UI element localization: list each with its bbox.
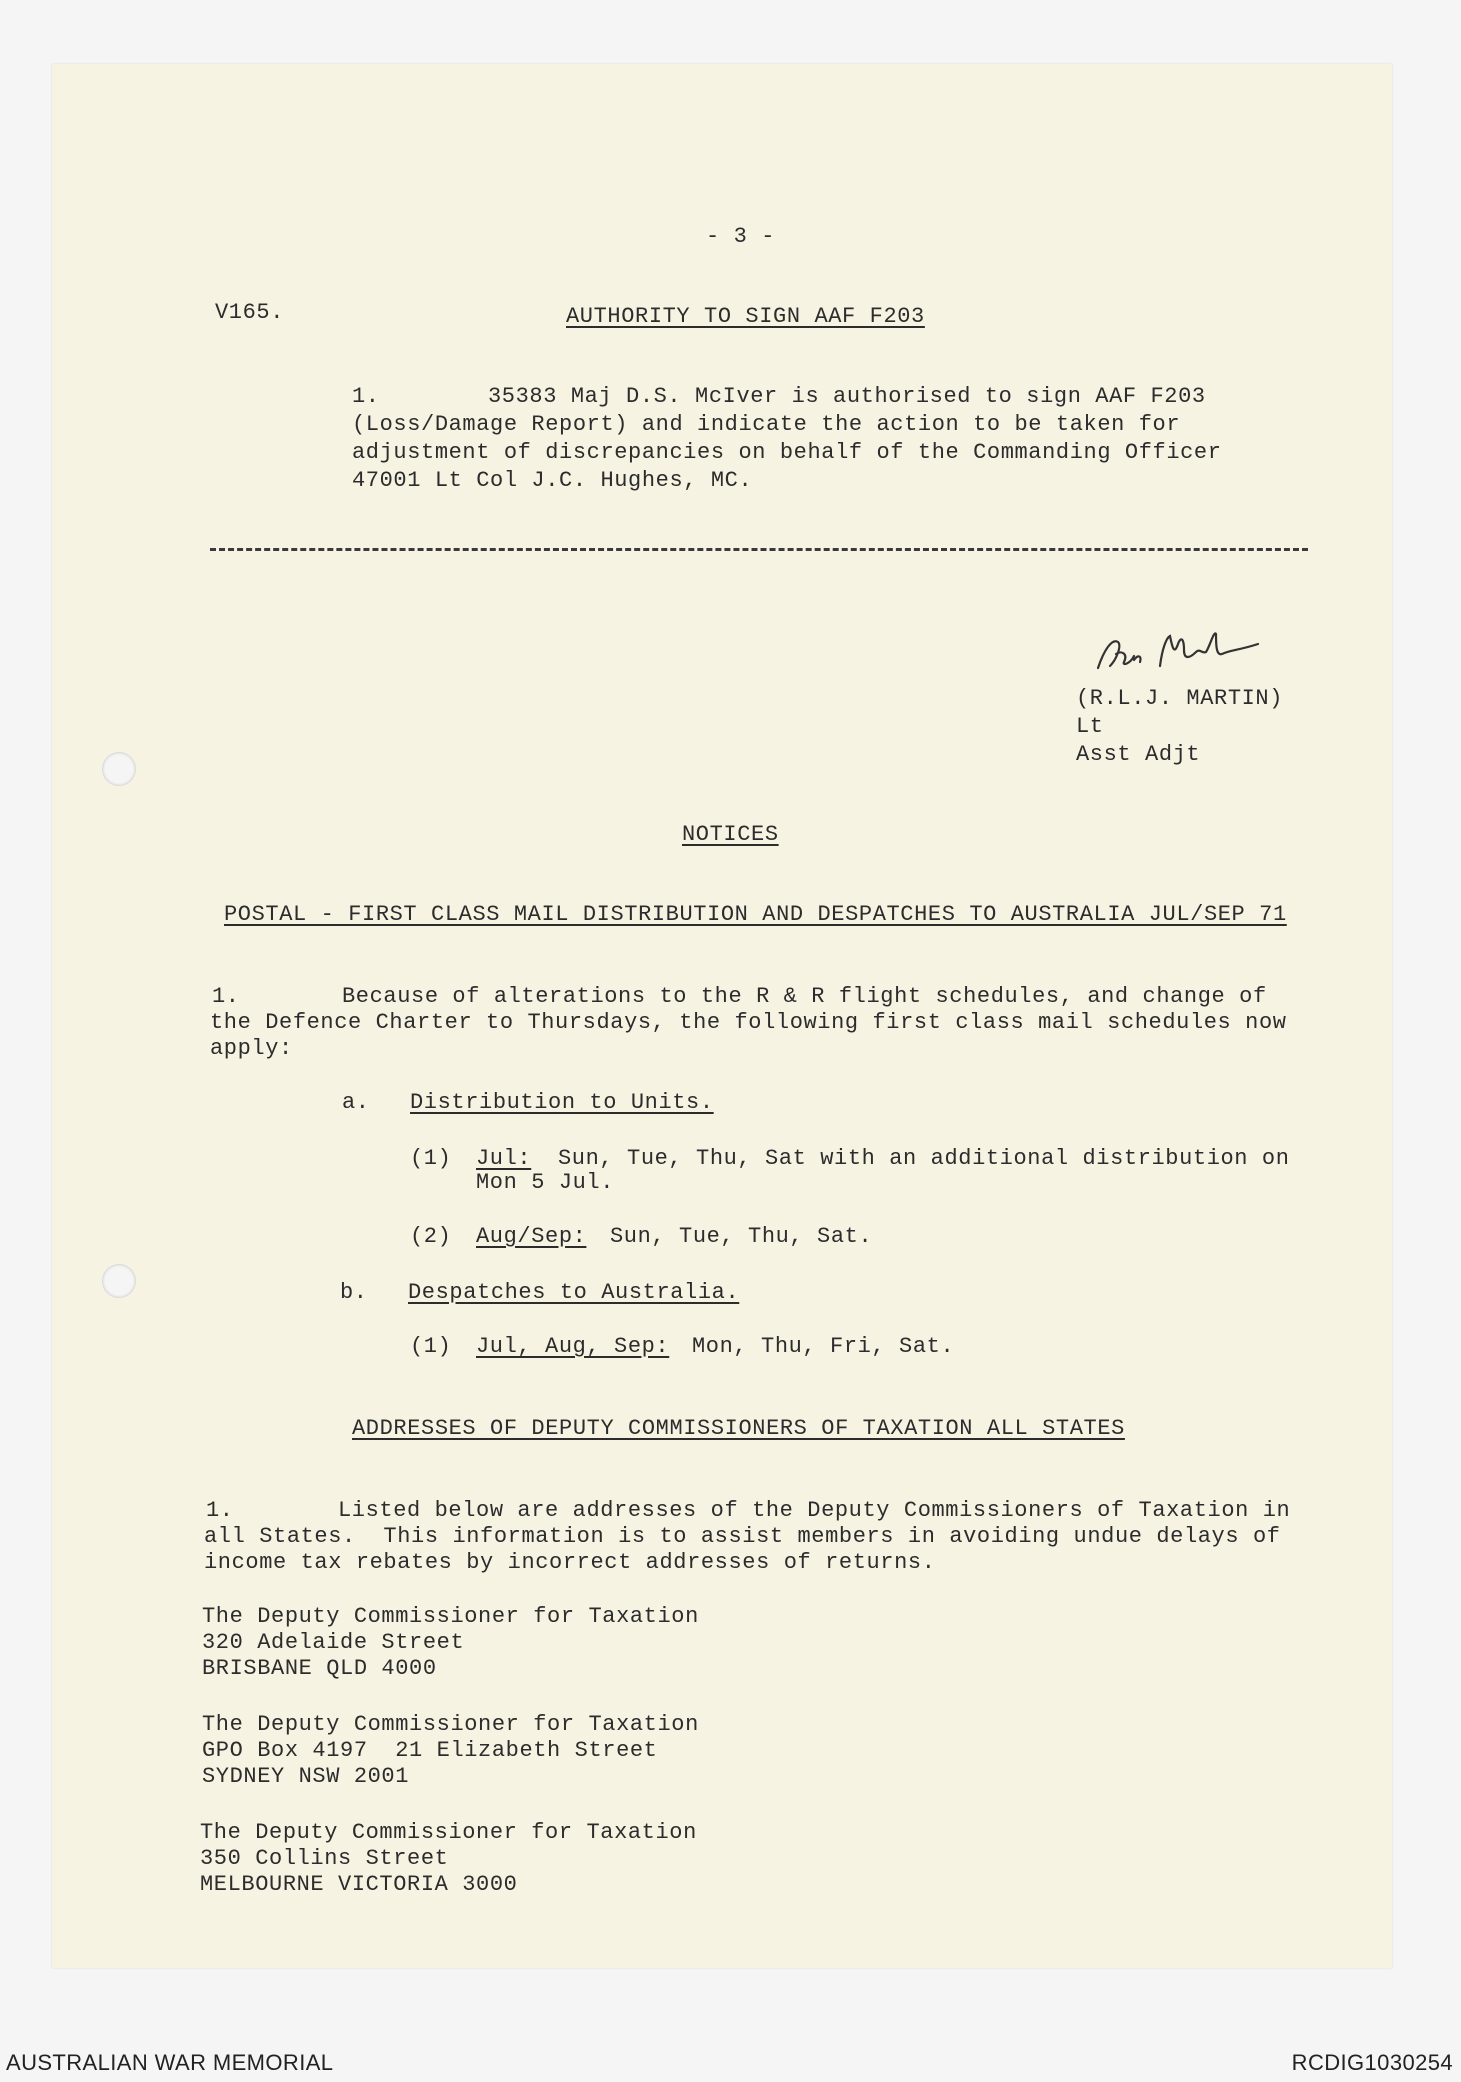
authority-heading: AUTHORITY TO SIGN AAF F203 <box>566 304 925 329</box>
notices-heading: NOTICES <box>682 822 779 847</box>
item-b1-month: Jul, Aug, Sep: <box>476 1334 670 1359</box>
taxation-line: all States. This information is to assist members in avoiding undue delays of <box>204 1524 1281 1549</box>
authority-line: (Loss/Damage Report) and indicate the action to be taken for <box>352 412 1181 437</box>
authority-line: 35383 Maj D.S. McIver is authorised to sign AAF F203 <box>488 384 1206 409</box>
address-line: The Deputy Commissioner for Taxation <box>202 1604 699 1629</box>
signatory-name: (R.L.J. MARTIN) <box>1076 686 1284 711</box>
taxation-line: Listed below are addresses of the Deputy Commissioners of Taxation in <box>338 1498 1291 1523</box>
address-line: GPO Box 4197 21 Elizabeth Street <box>202 1738 658 1763</box>
postal-heading: POSTAL - FIRST CLASS MAIL DISTRIBUTION AND DESPATCHES TO AUSTRALIA JUL/SEP 71 <box>224 902 1287 927</box>
reference-code: V165. <box>215 300 285 325</box>
footer-source: AUSTRALIAN WAR MEMORIAL <box>6 2050 334 2075</box>
footer-id: RCDIG1030254 <box>1291 2050 1453 2075</box>
address-line: SYDNEY NSW 2001 <box>202 1764 410 1789</box>
item-b-label: b. <box>340 1280 368 1305</box>
taxation-para-number: 1. <box>206 1498 234 1523</box>
address-line: MELBOURNE VICTORIA 3000 <box>200 1872 518 1897</box>
taxation-heading: ADDRESSES OF DEPUTY COMMISSIONERS OF TAXATION ALL STATES <box>352 1416 1125 1441</box>
signatory-title: Asst Adjt <box>1076 742 1201 767</box>
postal-line: the Defence Charter to Thursdays, the following first class mail schedules now <box>210 1010 1287 1035</box>
punch-hole <box>102 1264 136 1298</box>
item-a1-text: Sun, Tue, Thu, Sat with an additional distribution on <box>558 1146 1290 1171</box>
item-a1-number: (1) <box>410 1146 452 1171</box>
authority-line: 47001 Lt Col J.C. Hughes, MC. <box>352 468 753 493</box>
item-a2-month: Aug/Sep: <box>476 1224 587 1249</box>
address-line: The Deputy Commissioner for Taxation <box>200 1820 697 1845</box>
item-b1-text: Mon, Thu, Fri, Sat. <box>692 1334 955 1359</box>
authority-line: adjustment of discrepancies on behalf of the Commanding Officer <box>352 440 1222 465</box>
address-line: 320 Adelaide Street <box>202 1630 465 1655</box>
postal-line: apply: <box>210 1036 293 1061</box>
item-a2-text: Sun, Tue, Thu, Sat. <box>610 1224 873 1249</box>
item-a1-month: Jul: <box>476 1146 532 1171</box>
authority-para-number: 1. <box>352 384 380 409</box>
address-line: 350 Collins Street <box>200 1846 449 1871</box>
section-divider <box>210 548 1308 551</box>
address-line: The Deputy Commissioner for Taxation <box>202 1712 699 1737</box>
item-a1-text: Mon 5 Jul. <box>476 1170 615 1195</box>
signatory-rank: Lt <box>1076 714 1104 739</box>
item-a2-number: (2) <box>410 1224 452 1249</box>
page-number: - 3 - <box>706 224 776 249</box>
item-b1-number: (1) <box>410 1334 452 1359</box>
postal-line: Because of alterations to the R & R flight schedules, and change of <box>342 984 1267 1009</box>
taxation-line: income tax rebates by incorrect addresses of returns. <box>204 1550 936 1575</box>
item-a-title: Distribution to Units. <box>410 1090 714 1115</box>
punch-hole <box>102 752 136 786</box>
postal-para-number: 1. <box>212 984 240 1009</box>
item-b-title: Despatches to Australia. <box>408 1280 740 1305</box>
address-line: BRISBANE QLD 4000 <box>202 1656 437 1681</box>
handwritten-signature <box>1090 620 1270 680</box>
item-a-label: a. <box>342 1090 370 1115</box>
